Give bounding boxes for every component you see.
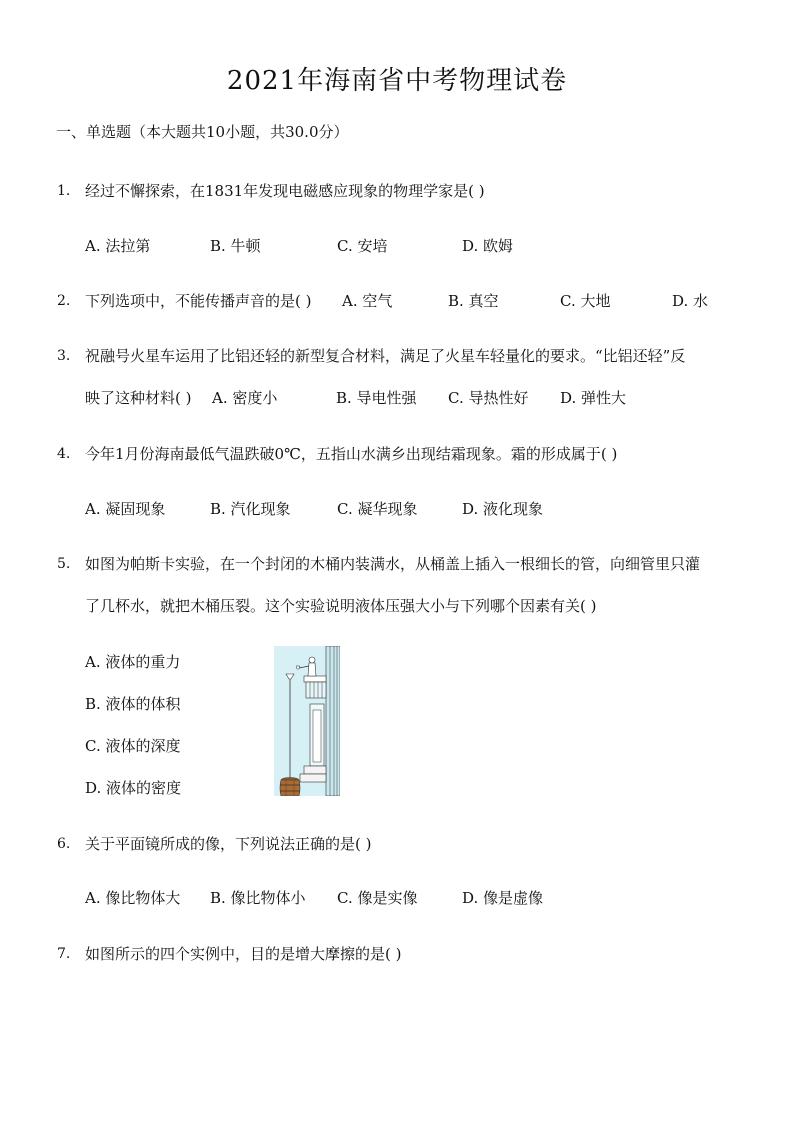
question-number: 3.	[57, 348, 71, 364]
question-text-line-2: 了几杯水，就把木桶压裂。这个实验说明液体压强大小与下列哪个因素有关( )	[85, 597, 597, 615]
question-text: 经过不懈探索，在1831年发现电磁感应现象的物理学家是( )	[85, 182, 485, 200]
question-number: 7.	[57, 946, 71, 962]
option-a: A. 像比物体大	[85, 889, 181, 907]
option-d: D. 像是虚像	[462, 889, 544, 907]
question-text-line-2: 映了这种材料( )	[85, 389, 192, 407]
option-d: D. 欧姆	[462, 237, 514, 255]
option-c: C. 大地	[560, 292, 611, 310]
question-number: 5.	[57, 556, 71, 572]
question-text: 今年1月份海南最低气温跌破0℃，五指山水满乡出现结霜现象。霜的形成属于( )	[85, 445, 618, 463]
option-c: C. 像是实像	[337, 889, 418, 907]
option-a: A. 凝固现象	[85, 500, 166, 518]
pascal-barrel-illustration	[274, 646, 340, 796]
option-a: A. 法拉第	[85, 237, 151, 255]
question-number: 2.	[57, 293, 71, 309]
question-text-line-1: 祝融号火星车运用了比铝还轻的新型复合材料，满足了火星车轻量化的要求。“比铝还轻”反	[85, 347, 686, 365]
question-text-line-1: 如图为帕斯卡实验，在一个封闭的木桶内装满水，从桶盖上插入一根细长的管，向细管里只灌	[85, 555, 701, 573]
option-b: B. 像比物体小	[210, 889, 306, 907]
option-c: C. 安培	[337, 237, 388, 255]
option-a: A. 液体的重力	[85, 653, 181, 671]
option-b: B. 牛顿	[210, 237, 261, 255]
question-text: 下列选项中，不能传播声音的是( )	[85, 292, 312, 310]
question-text: 关于平面镜所成的像，下列说法正确的是( )	[85, 835, 372, 853]
question-text: 如图所示的四个实例中，目的是增大摩擦的是( )	[85, 945, 402, 963]
question-number: 4.	[57, 446, 71, 462]
page-title: 2021年海南省中考物理试卷	[226, 66, 568, 96]
option-a: A. 空气	[342, 292, 393, 310]
option-d: D. 弹性大	[560, 389, 627, 407]
option-c: C. 凝华现象	[337, 500, 418, 518]
option-d: D. 液体的密度	[85, 779, 182, 797]
option-b: B. 导电性强	[336, 389, 417, 407]
option-c: C. 导热性好	[448, 389, 529, 407]
option-c: C. 液体的深度	[85, 737, 181, 755]
option-b: B. 真空	[448, 292, 499, 310]
option-b: B. 液体的体积	[85, 695, 181, 713]
question-number: 1.	[57, 183, 71, 199]
section-heading: 一、单选题（本大题共10小题，共30.0分）	[56, 123, 349, 141]
option-d: D. 水	[672, 292, 709, 310]
option-b: B. 汽化现象	[210, 500, 291, 518]
option-a: A. 密度小	[212, 389, 278, 407]
question-number: 6.	[57, 836, 71, 852]
option-d: D. 液化现象	[462, 500, 544, 518]
